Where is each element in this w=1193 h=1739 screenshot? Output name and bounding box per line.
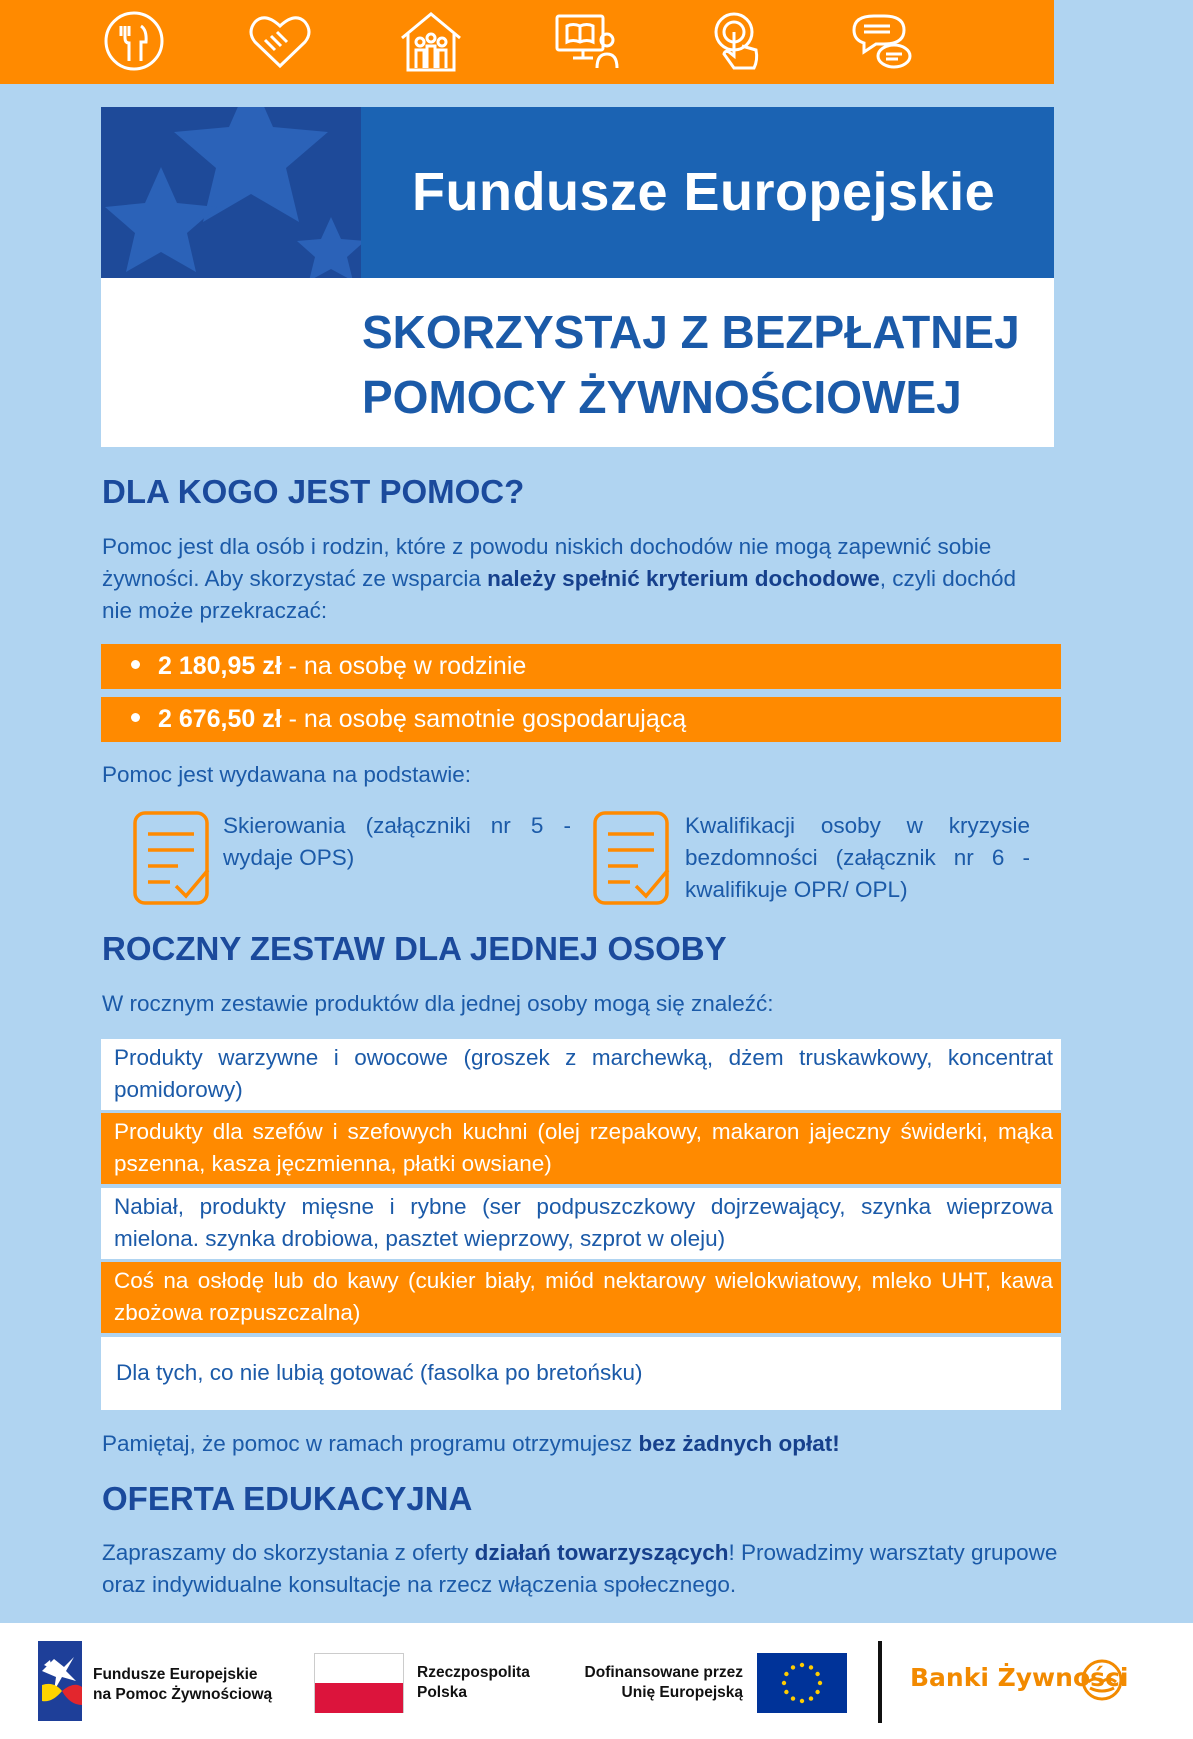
limit-amount: 2 676,50 zł (158, 705, 282, 733)
footer-divider (878, 1641, 882, 1723)
header-subtitle (362, 300, 1022, 430)
free-of-charge-note (102, 1428, 1052, 1460)
limit-amount: 2 180,95 zł (158, 652, 282, 680)
education-bold: działań towarzyszących (474, 1540, 729, 1565)
header-card (101, 107, 1054, 447)
fe-logo-icon (38, 1641, 82, 1721)
basis-item-homeless: Kwalifikacji osoby w kryzysie bezdomności (załącznik nr 6 - kwalifikuje OPR/ OPL) (685, 813, 1030, 902)
heart-handshake-icon (247, 10, 313, 72)
section-intro-set: W rocznym zestawie produktów dla jednej osoby mogą się znaleźć: (102, 991, 774, 1016)
document-check-icon (592, 810, 672, 908)
intro-bold: należy spełnić kryterium dochodowe (487, 566, 880, 591)
basis-label: Pomoc jest wydawana na podstawie: (102, 762, 471, 787)
touch-click-icon (708, 10, 774, 72)
product-row: Nabiał, produkty mięsne i rybne (ser podpuszczkowy dojrzewający, szynka wieprzowa mielona. szynka drobiowa, pasztet wieprzowy, szprot w oleju) (101, 1188, 1061, 1259)
education-text (102, 1537, 1062, 1601)
computer-book-icon (553, 10, 619, 72)
document-check-icon (132, 810, 212, 908)
subtitle-line-2: POMOCY ŻYWNOŚCIOWEJ (362, 371, 962, 423)
intro-text-end: , czyli dochód nie może przekraczać: (102, 566, 1017, 623)
rp-line-1: Rzeczpospolita (417, 1664, 530, 1681)
banki-zywnosci-icon (1080, 1658, 1124, 1702)
section-heading-who: DLA KOGO JEST POMOC? (102, 473, 525, 510)
ue-line-2: Unię Europejską (621, 1684, 743, 1701)
fe-line-2: na Pomoc Żywnościową (93, 1686, 273, 1703)
limit-label: - na osobę samotnie gospodarującą (281, 705, 687, 733)
basis-item-referral: Skierowania (załączniki nr 5 - wydaje OPS) (223, 813, 571, 870)
note-bold: bez żadnych opłat! (638, 1431, 840, 1456)
cutlery-icon (101, 10, 167, 72)
product-row: Coś na osłodę lub do kawy (cukier biały, miód nektarowy wielokwiatowy, mleko UHT, kawa zbożowa rozpuszczalna) (101, 1262, 1061, 1333)
fe-logo-text (93, 1665, 272, 1705)
bullet-icon (131, 713, 140, 722)
limit-label: - na osobę w rodzinie (281, 652, 527, 680)
rp-line-2: Polska (417, 1684, 467, 1701)
note-text: Pamiętaj, że pomoc w ramach programu otrzymujesz (102, 1431, 639, 1456)
eu-stars-graphic (101, 107, 361, 278)
eu-logo-text (575, 1663, 743, 1703)
rp-logo-text (417, 1663, 530, 1703)
ue-line-1: Dofinansowane przez (584, 1664, 743, 1681)
chat-bubbles-icon (850, 10, 916, 72)
top-icon-bar (0, 0, 1054, 84)
family-house-icon (398, 10, 464, 72)
section-intro-who (102, 531, 1042, 627)
eu-flag-icon (757, 1653, 847, 1713)
product-row: Produkty warzywne i owocowe (groszek z marchewką, dżem truskawkowy, koncentrat pomidorowy) (101, 1039, 1061, 1110)
footer-logos (0, 1623, 1193, 1739)
fe-line-1: Fundusze Europejskie (93, 1666, 258, 1683)
header-banner (101, 107, 1054, 278)
education-text-b: ! Prowadzimy warsztaty grupowe oraz indywidualne konsultacje na rzecz włączenia społecznego. (102, 1540, 1058, 1597)
product-row: Produkty dla szefów i szefowych kuchni (olej rzepakowy, makaron jajeczny świderki, mąka pszenna, kasza jęczmienna, płatki owsiane) (101, 1113, 1061, 1184)
income-limit-row (101, 644, 1061, 689)
intro-text: Pomoc jest dla osób i rodzin, które z powodu niskich dochodów nie mogą zapewnić sobie żywności. Aby skorzystać ze wsparcia (102, 534, 992, 591)
banki-zywnosci-logo: Banki Żywności (910, 1663, 1129, 1692)
subtitle-line-1: SKORZYSTAJ Z BEZPŁATNEJ (362, 306, 1020, 358)
income-limit-row (101, 697, 1061, 742)
education-text-a: Zapraszamy do skorzystania z oferty (102, 1540, 475, 1565)
polish-flag-icon (314, 1653, 404, 1713)
section-heading-set: ROCZNY ZESTAW DLA JEDNEJ OSOBY (102, 930, 727, 967)
header-title: Fundusze Europejskie (412, 162, 996, 222)
section-heading-education: OFERTA EDUKACYJNA (102, 1480, 473, 1517)
bullet-icon (131, 660, 140, 669)
product-row: Dla tych, co nie lubią gotować (fasolka po bretońsku) (101, 1337, 1061, 1410)
